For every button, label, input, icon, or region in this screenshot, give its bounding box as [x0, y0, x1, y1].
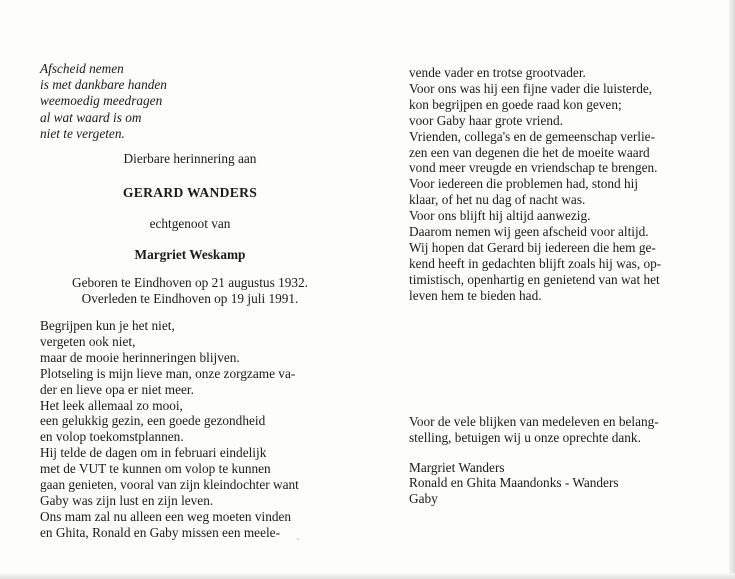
signatures	[409, 460, 619, 506]
poem-line: niet te vergeten.	[40, 125, 125, 141]
card-edge-right	[729, 0, 735, 579]
text-line: Voor ons was hij een fijne vader die luisterde,	[409, 80, 653, 96]
text-line: maar de mooie herinneringen blijven.	[40, 349, 240, 365]
opening-poem	[40, 61, 167, 142]
death-date: Overleden te Eindhoven op 19 juli 1991.	[81, 291, 299, 306]
text-line: Voor ons blijft hij altijd aanwezig.	[409, 208, 591, 224]
text-line: Voor de vele blijken van medeleven en belang-	[409, 414, 659, 429]
text-line: Wij hopen dat Gerard bij iedereen die hem ge-	[409, 239, 656, 255]
poem-line: Afscheid nemen	[40, 61, 124, 76]
text-line: en volop toekomstplannen.	[40, 429, 184, 445]
poem-line: weemoedig meedragen	[40, 93, 163, 109]
text-line: stelling, betuigen wij u onze oprechte dank.	[409, 429, 641, 445]
text-line: kon begrijpen en goede raad kon geven;	[409, 96, 622, 112]
card-edge-bottom	[0, 573, 735, 579]
text-line: voor Gaby haar grote vriend.	[409, 112, 563, 128]
text-line: en Ghita, Ronald en Gaby missen een meele-	[40, 524, 281, 540]
signature-line: Gaby	[409, 490, 438, 506]
birth-date: Geboren te Eindhoven op 21 augustus 1932.	[72, 275, 308, 290]
intro-text: Dierbare herinnering aan	[123, 151, 257, 166]
text-line: Gaby was zijn lust en zijn leven.	[40, 492, 214, 508]
birth-death-dates	[40, 275, 340, 307]
thanks-text	[409, 414, 659, 446]
text-line: klaar, of het nu dag of nacht was.	[409, 192, 586, 208]
text-line: Begrijpen kun je het niet,	[40, 318, 175, 333]
text-line: Ons mam zal nu alleen een weg moeten vinden	[40, 508, 292, 524]
text-line: Het leek allemaal zo mooi,	[40, 397, 183, 413]
text-line: Voor iedereen die problemen had, stond hij	[409, 176, 639, 192]
text-line: gaan genieten, vooral van zijn kleindochter want	[40, 477, 299, 493]
right-body-text	[409, 65, 661, 304]
text-line: kend heeft in gedachten blijft zoals hij was, op-	[409, 255, 662, 271]
text-line: met de VUT te kunnen om volop te kunnen	[40, 461, 271, 477]
signature-line: Ronald en Ghita Maandonks - Wanders	[409, 475, 619, 491]
text-line: Daarom nemen wij geen afscheid voor altijd.	[409, 224, 649, 240]
text-line: vergeten ook niet,	[40, 333, 136, 349]
text-line: timistisch, openhartig en genietend van wat het	[409, 271, 660, 287]
text-line: een gelukkig gezin, een goede gezondheid	[40, 413, 266, 429]
text-line: Plotseling is mijn lieve man, onze zorgzame va-	[40, 365, 296, 381]
spouse-name: Margriet Weskamp	[134, 247, 246, 262]
text-line: vond meer vreugde en vriendschap te brengen.	[409, 160, 658, 176]
text-line: der en lieve opa er niet meer.	[40, 381, 194, 397]
signature-line: Margriet Wanders	[409, 460, 505, 475]
text-line: leven hem te bieden had.	[409, 287, 542, 303]
text-line: Vrienden, collega's en de gemeenschap verlie-	[409, 128, 655, 144]
poem-line: al wat waard is om	[40, 109, 142, 125]
text-line: Hij telde de dagen om in februari eindelijk	[40, 445, 267, 461]
poem-line: is met dankbare handen	[40, 77, 167, 93]
left-body-text	[40, 318, 299, 541]
text-line: vende vader en trotse grootvader.	[409, 65, 586, 80]
text-line: zen een van degenen die het de moeite waard	[409, 144, 650, 160]
paper-speck	[297, 538, 299, 540]
relation-text: echtgenoot van	[149, 216, 231, 231]
deceased-name: GERARD WANDERS	[122, 185, 258, 200]
